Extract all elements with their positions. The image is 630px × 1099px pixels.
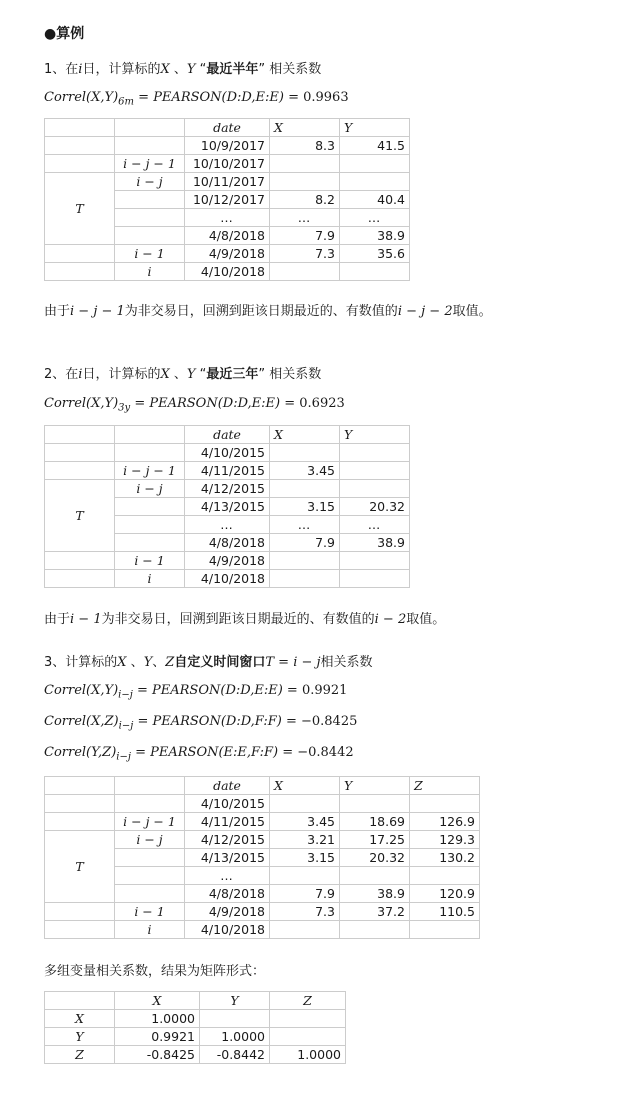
table-custom-window — [44, 776, 480, 939]
date-cell: 4/13/2015 — [185, 498, 270, 516]
y-value-cell: 40.4 — [340, 191, 410, 209]
date-cell: … — [185, 516, 270, 534]
blank-cell — [45, 245, 115, 263]
column-header-date: date — [185, 426, 270, 444]
table-row — [45, 795, 480, 813]
section3-title: 3、计算标的X 、Y、Z自定义时间窗口T = i − j相关系数 — [44, 655, 373, 670]
matrix-col-header-y: Y — [200, 992, 270, 1010]
y-value-cell: 41.5 — [340, 137, 410, 155]
section3-formula-xz: $Correl(X,Z)_{i-j}$ = PEARSON(D:D,F:F) = −0.8425 — [44, 714, 358, 732]
y-value-cell — [340, 867, 410, 885]
row-index-label — [115, 209, 185, 227]
y-value-cell: 38.9 — [340, 534, 410, 552]
matrix-row-header: X — [45, 1010, 115, 1028]
x-value-cell: 3.21 — [270, 831, 340, 849]
y-value-cell — [340, 570, 410, 588]
date-cell: 4/10/2018 — [185, 570, 270, 588]
table-row — [45, 137, 410, 155]
column-header-x: X — [270, 119, 340, 137]
section3-formula-xy: $Correl(X,Y)_{i-j}$ = PEARSON(D:D,E:E) = 0.9921 — [44, 683, 348, 701]
header-blank — [45, 777, 115, 795]
date-cell: 4/13/2015 — [185, 849, 270, 867]
section2-formula: $Correl(X,Y)_{3y}$ = PEARSON(D:D,E:E) = 0.6923 — [44, 396, 345, 414]
y-value-cell: 38.9 — [340, 885, 410, 903]
y-value-cell — [340, 480, 410, 498]
row-index-label: i — [115, 570, 185, 588]
column-header-y: Y — [340, 119, 410, 137]
blank-cell — [45, 570, 115, 588]
z-value-cell — [410, 921, 480, 939]
row-index-label — [115, 191, 185, 209]
x-value-cell — [270, 552, 340, 570]
row-index-label: i − j − 1 — [115, 155, 185, 173]
section1-title: 1、在i日，计算标的X 、Y “最近半年” 相关系数 — [44, 62, 322, 77]
date-cell: 10/10/2017 — [185, 155, 270, 173]
table-header-row — [45, 119, 410, 137]
row-index-label — [115, 444, 185, 462]
y-value-cell: 35.6 — [340, 245, 410, 263]
x-value-cell — [270, 867, 340, 885]
y-value-cell: 20.32 — [340, 849, 410, 867]
matrix-value-cell: 1.0000 — [270, 1046, 346, 1064]
table-row — [45, 552, 410, 570]
date-cell: 10/11/2017 — [185, 173, 270, 191]
x-value-cell — [270, 444, 340, 462]
y-value-cell — [340, 155, 410, 173]
y-value-cell: 37.2 — [340, 903, 410, 921]
z-value-cell: 110.5 — [410, 903, 480, 921]
date-cell: 4/10/2015 — [185, 444, 270, 462]
row-index-label — [115, 516, 185, 534]
z-value-cell: 130.2 — [410, 849, 480, 867]
x-value-cell — [270, 480, 340, 498]
row-index-label — [115, 849, 185, 867]
header-blank — [45, 992, 115, 1010]
table-half-year — [44, 118, 410, 281]
table-row — [45, 903, 480, 921]
date-cell: 4/10/2018 — [185, 263, 270, 281]
header-blank — [115, 777, 185, 795]
row-index-label — [115, 885, 185, 903]
table-row — [45, 813, 480, 831]
y-value-cell — [340, 795, 410, 813]
x-value-cell: 7.9 — [270, 534, 340, 552]
matrix-value-cell: 1.0000 — [115, 1010, 200, 1028]
x-value-cell: 3.15 — [270, 498, 340, 516]
x-value-cell — [270, 570, 340, 588]
table-row — [45, 480, 410, 498]
row-index-label — [115, 498, 185, 516]
y-value-cell — [340, 921, 410, 939]
column-header-y: Y — [340, 426, 410, 444]
column-header-x: X — [270, 426, 340, 444]
y-value-cell: 17.25 — [340, 831, 410, 849]
z-value-cell — [410, 795, 480, 813]
column-header-x: X — [270, 777, 340, 795]
blank-cell — [45, 552, 115, 570]
blank-cell — [45, 137, 115, 155]
date-cell: … — [185, 867, 270, 885]
matrix-row — [45, 1028, 346, 1046]
z-value-cell: 120.9 — [410, 885, 480, 903]
date-cell: 4/12/2015 — [185, 480, 270, 498]
matrix-col-header-x: X — [115, 992, 200, 1010]
z-value-cell: 129.3 — [410, 831, 480, 849]
row-index-label — [115, 867, 185, 885]
matrix-header-row — [45, 992, 346, 1010]
row-index-label: i − 1 — [115, 245, 185, 263]
matrix-col-header-z: Z — [270, 992, 346, 1010]
matrix-value-cell — [200, 1010, 270, 1028]
table-row — [45, 263, 410, 281]
blank-cell — [45, 155, 115, 173]
y-value-cell — [340, 444, 410, 462]
row-index-label: i − j — [115, 480, 185, 498]
column-header-date: date — [185, 777, 270, 795]
x-value-cell — [270, 173, 340, 191]
row-index-label — [115, 227, 185, 245]
matrix-value-cell — [270, 1010, 346, 1028]
x-value-cell: 7.9 — [270, 227, 340, 245]
row-index-label: i − j − 1 — [115, 813, 185, 831]
table-three-year — [44, 425, 410, 588]
date-cell: 4/10/2015 — [185, 795, 270, 813]
column-header-date: date — [185, 119, 270, 137]
section2-note: 由于i − 1为非交易日，回溯到距该日期最近的、有数值的i − 2取值。 — [44, 612, 446, 627]
y-value-cell: 20.32 — [340, 498, 410, 516]
y-value-cell: 38.9 — [340, 227, 410, 245]
date-cell: 4/11/2015 — [185, 813, 270, 831]
row-index-label — [115, 795, 185, 813]
table-row — [45, 570, 410, 588]
table-header-row — [45, 777, 480, 795]
date-cell: 4/9/2018 — [185, 552, 270, 570]
date-cell: 4/8/2018 — [185, 534, 270, 552]
y-value-cell: 18.69 — [340, 813, 410, 831]
window-label-T: T — [45, 480, 115, 552]
column-header-z: Z — [410, 777, 480, 795]
x-value-cell: 3.15 — [270, 849, 340, 867]
header-blank — [45, 119, 115, 137]
blank-cell — [45, 813, 115, 831]
x-value-cell — [270, 921, 340, 939]
date-cell: 4/8/2018 — [185, 885, 270, 903]
row-index-label: i — [115, 921, 185, 939]
x-value-cell: 3.45 — [270, 813, 340, 831]
blank-cell — [45, 795, 115, 813]
blank-cell — [45, 903, 115, 921]
section1-note: 由于i − j − 1为非交易日，回溯到距该日期最近的、有数值的i − j − 2取值。 — [44, 304, 492, 319]
blank-cell — [45, 462, 115, 480]
y-value-cell — [340, 263, 410, 281]
window-label-T: T — [45, 831, 115, 903]
x-value-cell: 8.3 — [270, 137, 340, 155]
table-row — [45, 155, 410, 173]
date-cell: 10/9/2017 — [185, 137, 270, 155]
x-value-cell: 8.2 — [270, 191, 340, 209]
header-blank — [115, 426, 185, 444]
matrix-row-header: Z — [45, 1046, 115, 1064]
date-cell: 4/8/2018 — [185, 227, 270, 245]
matrix-value-cell: 0.9921 — [115, 1028, 200, 1046]
row-index-label: i − 1 — [115, 552, 185, 570]
date-cell: 4/9/2018 — [185, 903, 270, 921]
table-header-row — [45, 426, 410, 444]
matrix-row — [45, 1046, 346, 1064]
x-value-cell: 7.3 — [270, 903, 340, 921]
x-value-cell: … — [270, 516, 340, 534]
matrix-value-cell: -0.8442 — [200, 1046, 270, 1064]
table-row — [45, 173, 410, 191]
blank-cell — [45, 263, 115, 281]
section2-title: 2、在i日，计算标的X 、Y “最近三年” 相关系数 — [44, 367, 322, 382]
x-value-cell — [270, 263, 340, 281]
x-value-cell: … — [270, 209, 340, 227]
section3-formula-yz: $Correl(Y,Z)_{i-j}$ = PEARSON(E:E,F:F) = −0.8442 — [44, 745, 354, 763]
window-label-T: T — [45, 173, 115, 245]
row-index-label: i − j — [115, 173, 185, 191]
matrix-value-cell: 1.0000 — [200, 1028, 270, 1046]
x-value-cell — [270, 155, 340, 173]
x-value-cell — [270, 795, 340, 813]
section1-formula: $Correl(X,Y)_{6m}$ = PEARSON(D:D,E:E) = 0.9963 — [44, 90, 349, 108]
row-index-label — [115, 534, 185, 552]
y-value-cell: … — [340, 516, 410, 534]
row-index-label — [115, 137, 185, 155]
y-value-cell — [340, 173, 410, 191]
table-row — [45, 245, 410, 263]
y-value-cell: … — [340, 209, 410, 227]
date-cell: 4/12/2015 — [185, 831, 270, 849]
header-blank — [115, 119, 185, 137]
y-value-cell — [340, 462, 410, 480]
correlation-matrix — [44, 991, 346, 1064]
x-value-cell: 3.45 — [270, 462, 340, 480]
matrix-row — [45, 1010, 346, 1028]
row-index-label: i − j — [115, 831, 185, 849]
date-cell: 4/11/2015 — [185, 462, 270, 480]
table-row — [45, 831, 480, 849]
date-cell: 4/9/2018 — [185, 245, 270, 263]
x-value-cell: 7.3 — [270, 245, 340, 263]
z-value-cell: 126.9 — [410, 813, 480, 831]
matrix-row-header: Y — [45, 1028, 115, 1046]
date-cell: … — [185, 209, 270, 227]
table-row — [45, 444, 410, 462]
header-blank — [45, 426, 115, 444]
blank-cell — [45, 444, 115, 462]
row-index-label: i — [115, 263, 185, 281]
table-row — [45, 921, 480, 939]
date-cell: 4/10/2018 — [185, 921, 270, 939]
y-value-cell — [340, 552, 410, 570]
multi-var-note: 多组变量相关系数，结果为矩阵形式： — [44, 964, 266, 979]
table-row — [45, 462, 410, 480]
z-value-cell — [410, 867, 480, 885]
row-index-label: i − j − 1 — [115, 462, 185, 480]
matrix-value-cell: -0.8425 — [115, 1046, 200, 1064]
row-index-label: i − 1 — [115, 903, 185, 921]
column-header-y: Y — [340, 777, 410, 795]
matrix-value-cell — [270, 1028, 346, 1046]
blank-cell — [45, 921, 115, 939]
date-cell: 10/12/2017 — [185, 191, 270, 209]
page-heading: ●算例 — [44, 26, 85, 42]
x-value-cell: 7.9 — [270, 885, 340, 903]
